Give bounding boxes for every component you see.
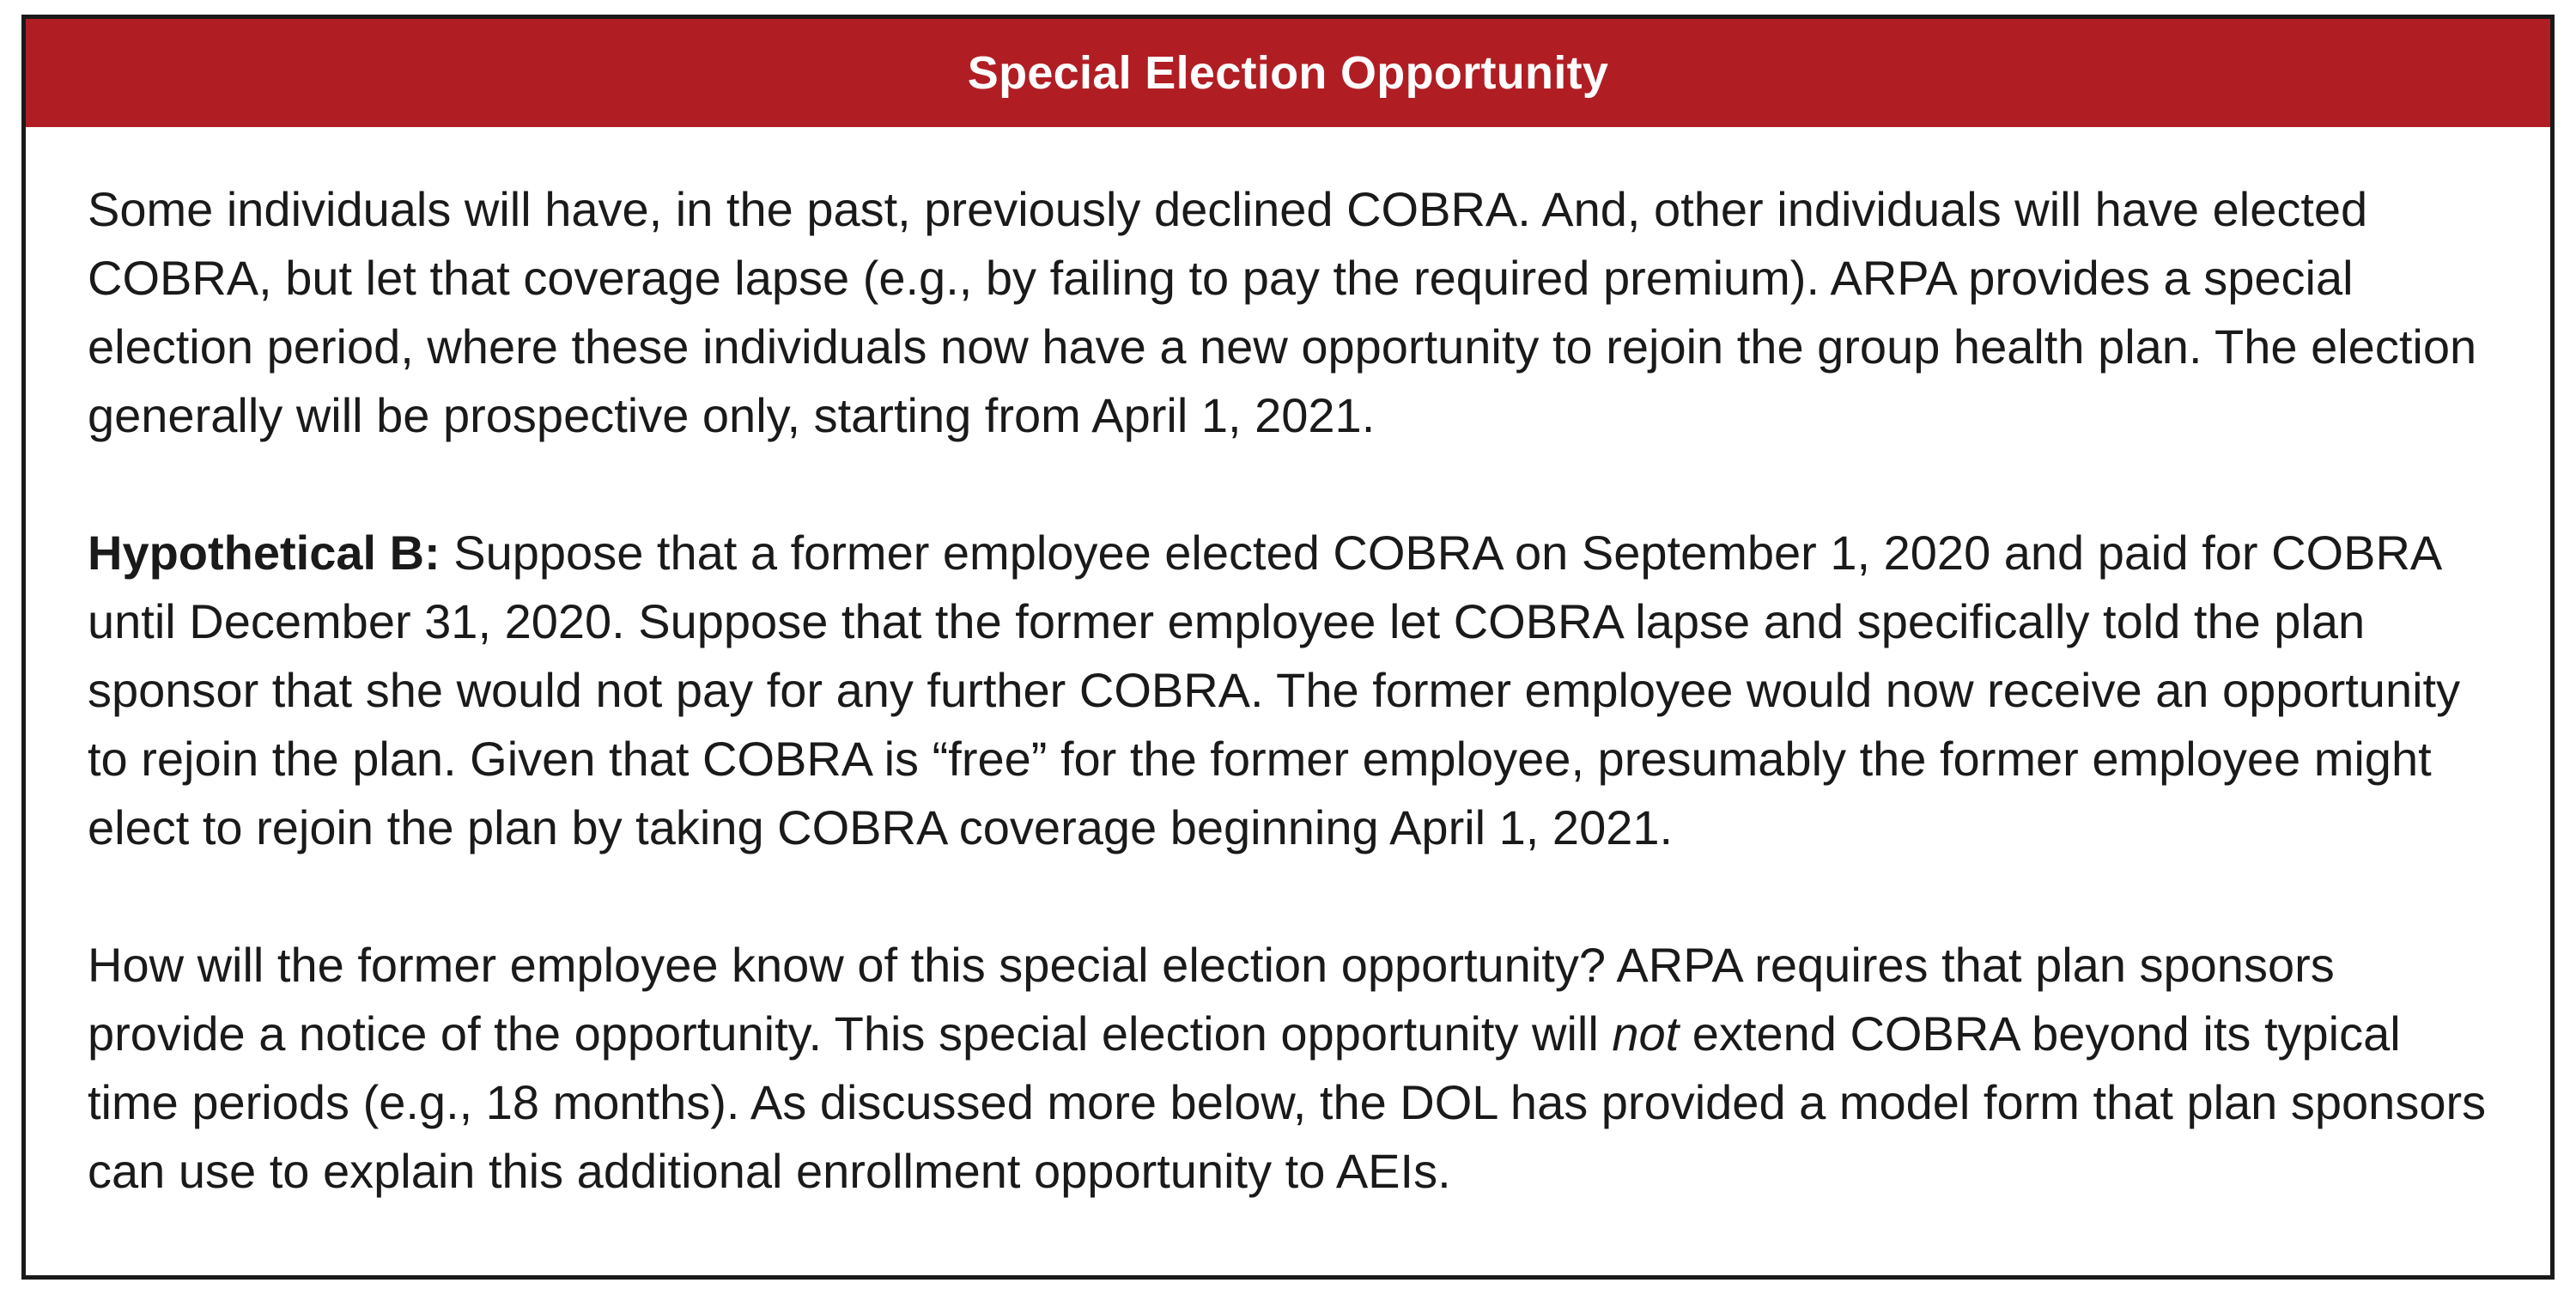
paragraph-hypothetical-b — [88, 519, 2490, 862]
notice-text-after: extend COBRA beyond its typical time periods (e.g., 18 months). As discussed more below, the DOL has provided a model form that plan sponsors can use to explain this additional enrollment opportunity to AEIs. — [88, 1006, 2487, 1198]
special-election-callout — [21, 15, 2555, 1280]
callout-title: Special Election Opportunity — [967, 47, 1609, 99]
notice-emphasis-not: not — [1612, 1006, 1680, 1061]
callout-header — [26, 19, 2550, 127]
paragraph-intro — [88, 175, 2490, 450]
notice-text-before: How will the former employee know of this special election opportunity? ARPA requires that plan sponsors provide a notice of the opportunity. This special election opportunity will — [88, 938, 2335, 1061]
callout-body — [26, 127, 2550, 1206]
paragraph-intro-text: Some individuals will have, in the past, previously declined COBRA. And, other individuals will have elected COBRA, but let that coverage lapse (e.g., by failing to pay the required premium). ARPA provides a special election period, where these individuals now have a new opportunity to rejoin the group health plan. The election generally will be prospective only, starting from April 1, 2021. — [88, 182, 2477, 442]
hypothetical-b-text: Suppose that a former employee elected COBRA on September 1, 2020 and paid for COBRA until December 31, 2020. Suppose that the former employee let COBRA lapse and specifically told the plan sponsor that she would not pay for any further COBRA. The former employee would now receive an opportunity to rejoin the plan. Given that COBRA is “free” for the former employee, presumably the former employee might elect to rejoin the plan by taking COBRA coverage beginning April 1, 2021. — [88, 526, 2461, 854]
hypothetical-b-label: Hypothetical B: — [88, 526, 440, 580]
paragraph-notice — [88, 931, 2490, 1206]
